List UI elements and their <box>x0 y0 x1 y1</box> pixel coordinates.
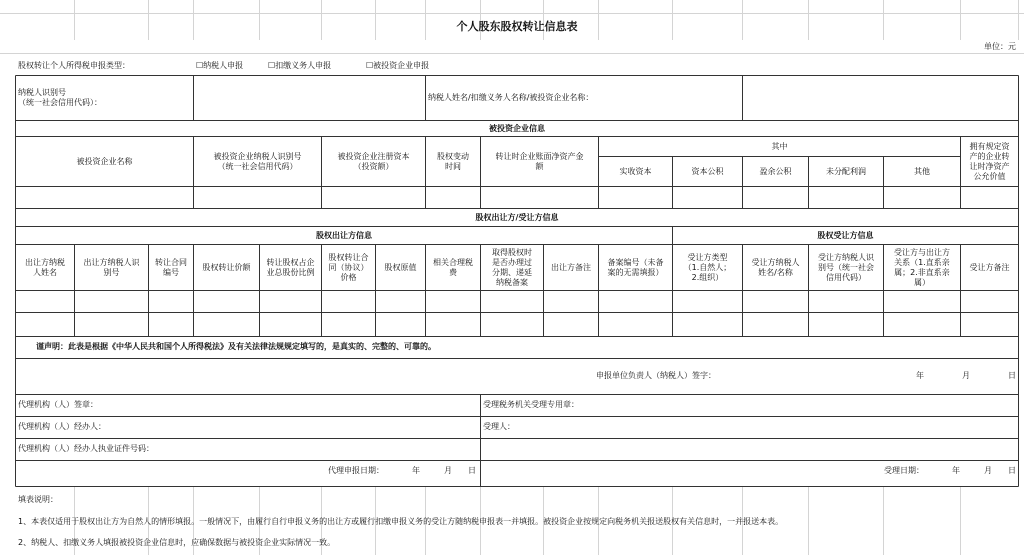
accept-date-month: 月 <box>984 466 992 475</box>
agent-date-label: 代理申报日期： <box>328 466 384 475</box>
transfer-data-row[interactable] <box>16 313 1018 336</box>
taxpayer-name-label: 纳税人姓名/扣缴义务人名称/被投资企业名称： <box>428 93 594 102</box>
signer-label: 申报单位负责人（纳税人）签字： <box>596 371 716 380</box>
col-undistributed-profit: 未分配利润 <box>826 166 866 176</box>
col-seller-tax-id: 出让方纳税人识 别号 <box>83 257 140 277</box>
sign-day: 日 <box>1008 371 1016 380</box>
option-enterprise[interactable]: ☐被投资企业申报 <box>366 61 430 70</box>
taxpayer-id-field[interactable] <box>194 76 425 120</box>
agent-cert-label: 代理机构（人）经办人执业证件号码： <box>18 444 154 453</box>
col-contract-price: 股权转让合 同（协议） 价格 <box>328 252 369 282</box>
col-share-ratio: 转让股权占企 业总股份比例 <box>266 257 315 277</box>
buyer-section-title: 股权受让方信息 <box>817 230 874 240</box>
col-buyer-relation: 受让方与出让方 关系（1.直系亲 属；2.非直系亲 属） <box>894 247 950 287</box>
agent-date-day: 日 <box>468 466 476 475</box>
option-taxpayer[interactable]: ☐纳税人申报 <box>196 61 244 70</box>
taxpayer-name-field[interactable] <box>743 76 1018 120</box>
col-buyer-tax-id: 受让方纳税人识 别号（统一社会 信用代码） <box>818 252 874 282</box>
note-item: 1、本表仅适用于股权出让方为自然人的情形填报。一般情况下，由履行自行申报义务的出让方或履行扣缴申报义务的受让方随纳税申报表一并填报。被投资企业按规定向税务机关报送股权有关信息时，一并报送本表。 <box>18 517 784 526</box>
col-seller-remark: 出让方备注 <box>551 262 591 272</box>
col-invested-name: 被投资企业名称 <box>76 156 133 166</box>
transfer-data-row[interactable] <box>16 291 1018 312</box>
col-filing-no: 备案编号（未备 案的无需填报） <box>607 257 664 277</box>
col-transfer-price: 股权转让价额 <box>202 262 251 272</box>
note-item: 2、纳税人、扣缴义务人填报被投资企业信息时，应确保数据与被投资企业实际情况一致。 <box>18 538 336 547</box>
col-seller-name: 出让方纳税 人姓名 <box>25 257 65 277</box>
col-fair-value: 拥有规定资 产的企业转 让时净资产 公允价值 <box>969 141 1010 181</box>
unit-label: 单位：元 <box>984 42 1016 51</box>
accept-date-day: 日 <box>1008 466 1016 475</box>
invested-section-title: 被投资企业信息 <box>489 123 545 133</box>
page-title: 个人股东股权转让信息表 <box>456 20 578 33</box>
of-which-header: 其中 <box>771 141 788 151</box>
col-other: 其他 <box>914 166 930 176</box>
seller-section-title: 股权出让方信息 <box>316 230 372 240</box>
agent-date-year: 年 <box>412 466 420 475</box>
option-withholder[interactable]: ☐扣缴义务人申报 <box>268 61 332 70</box>
accept-date-year: 年 <box>952 466 960 475</box>
agent-handler-label: 代理机构（人）经办人： <box>18 422 106 431</box>
sign-year: 年 <box>916 371 924 380</box>
col-invested-tax-id: 被投资企业纳税人识别号 （统一社会信用代码） <box>213 151 302 171</box>
col-contract-no: 转让合同 编号 <box>155 257 187 277</box>
col-buyer-name: 受让方纳税人 姓名/名称 <box>751 257 800 277</box>
col-paid-capital: 实收资本 <box>619 166 652 176</box>
col-reg-capital: 被投资企业注册资本 （投资额） <box>337 151 410 171</box>
accept-date-label: 受理日期： <box>884 466 924 475</box>
notes-title: 填表说明： <box>18 495 58 504</box>
col-original-value: 股权原值 <box>384 262 417 272</box>
col-buyer-type: 受让方类型 （1.自然人； 2.组织） <box>683 252 732 282</box>
tax-office-seal-label: 受理税务机关受理专用章： <box>483 400 579 409</box>
statement-text: 谨声明：此表是根据《中华人民共和国个人所得税法》及有关法律法规规定填写的，是真实的、完整的、可靠的。 <box>36 342 436 351</box>
col-deferred-filing: 取得股权时 是否办理过 分期、递延 纳税备案 <box>492 247 532 287</box>
col-change-time: 股权变动 时间 <box>437 151 469 171</box>
invested-data-row[interactable] <box>16 187 1018 208</box>
col-surplus-reserve: 盈余公积 <box>759 166 792 176</box>
sign-month: 月 <box>962 371 970 380</box>
col-buyer-remark: 受让方备注 <box>969 262 1010 272</box>
taxpayer-id-label: 纳税人识别号 （统一社会信用代码）： <box>18 88 102 107</box>
col-net-assets: 转让时企业账面净资产金 额 <box>495 151 584 171</box>
declare-type-label: 股权转让个人所得税申报类型： <box>18 61 130 70</box>
agent-seal-label: 代理机构（人）签章： <box>18 400 98 409</box>
transfer-section-title: 股权出让方/受让方信息 <box>475 212 559 222</box>
col-capital-reserve: 资本公积 <box>691 166 724 176</box>
receiver-label: 受理人： <box>483 422 515 431</box>
col-related-tax: 相关合理税 费 <box>433 257 473 277</box>
agent-date-month: 月 <box>444 466 452 475</box>
